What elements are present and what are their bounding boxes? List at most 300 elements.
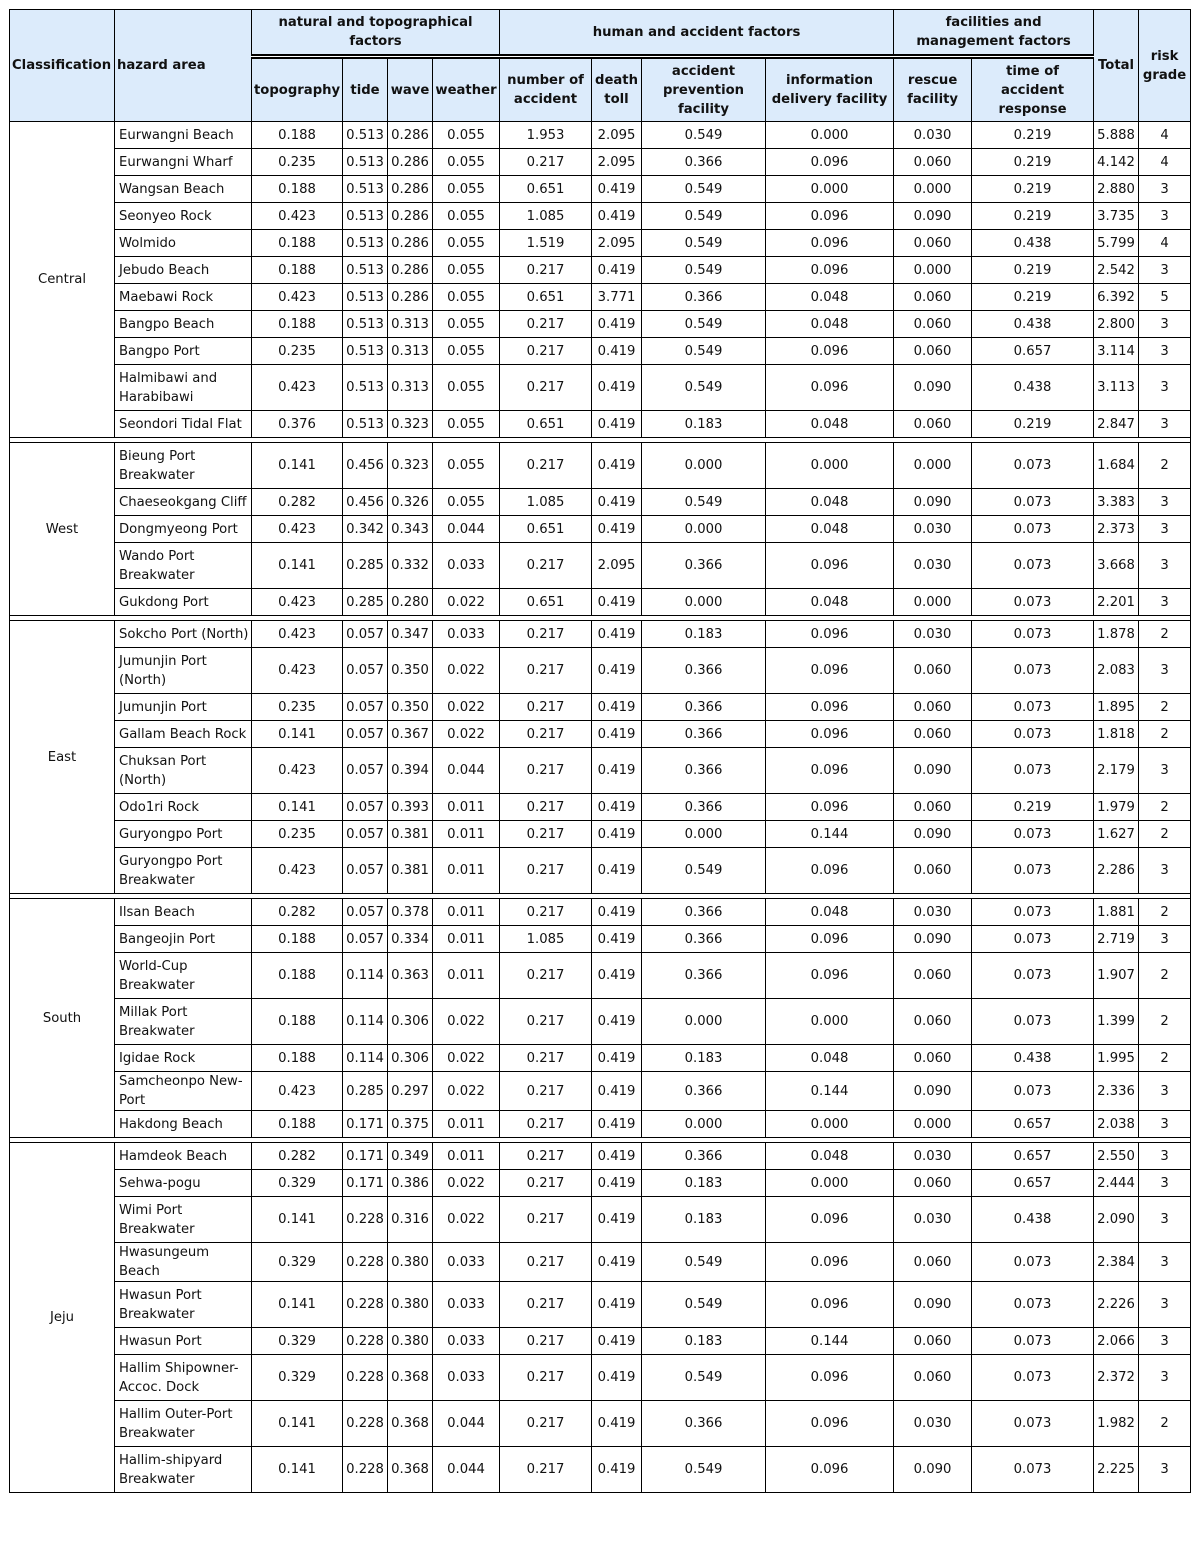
header-group-facilities: facilities and management factors <box>894 10 1094 57</box>
death-toll-cell: 0.419 <box>592 1143 642 1170</box>
accident-prevention-facility-cell: 0.549 <box>642 257 766 284</box>
time-of-accident-response-cell: 0.073 <box>972 1447 1094 1493</box>
topography-cell: 0.235 <box>252 821 343 848</box>
total-cell: 2.179 <box>1094 748 1139 794</box>
number-of-accident-cell: 0.651 <box>500 284 592 311</box>
wave-cell: 0.313 <box>388 338 433 365</box>
weather-cell: 0.033 <box>433 1328 500 1355</box>
weather-cell: 0.022 <box>433 648 500 694</box>
wave-cell: 0.394 <box>388 748 433 794</box>
number-of-accident-cell: 0.651 <box>500 176 592 203</box>
table-row <box>10 1072 1191 1111</box>
time-of-accident-response-cell: 0.073 <box>972 543 1094 589</box>
risk-grade-cell: 3 <box>1139 648 1191 694</box>
death-toll-cell: 2.095 <box>592 149 642 176</box>
number-of-accident-cell: 0.217 <box>500 1401 592 1447</box>
table-row <box>10 230 1191 257</box>
total-cell: 2.083 <box>1094 648 1139 694</box>
tide-cell: 0.228 <box>343 1197 388 1243</box>
wave-cell: 0.286 <box>388 176 433 203</box>
accident-prevention-facility-cell: 0.000 <box>642 516 766 543</box>
hazard-area-cell: Hwasun Port Breakwater <box>115 1282 252 1328</box>
weather-cell: 0.033 <box>433 543 500 589</box>
wave-cell: 0.380 <box>388 1243 433 1282</box>
tide-cell: 0.057 <box>343 821 388 848</box>
number-of-accident-cell: 0.217 <box>500 1282 592 1328</box>
information-delivery-facility-cell: 0.096 <box>766 721 894 748</box>
information-delivery-facility-cell: 0.000 <box>766 122 894 149</box>
hazard-area-cell: Eurwangni Wharf <box>115 149 252 176</box>
time-of-accident-response-cell: 0.657 <box>972 1170 1094 1197</box>
table-row <box>10 821 1191 848</box>
weather-cell: 0.055 <box>433 230 500 257</box>
wave-cell: 0.316 <box>388 1197 433 1243</box>
rescue-facility-cell: 0.060 <box>894 338 972 365</box>
topography-cell: 0.141 <box>252 1401 343 1447</box>
wave-cell: 0.350 <box>388 648 433 694</box>
rescue-facility-cell: 0.060 <box>894 999 972 1045</box>
wave-cell: 0.350 <box>388 694 433 721</box>
hazard-area-cell: Hallim-shipyard Breakwater <box>115 1447 252 1493</box>
weather-cell: 0.055 <box>433 257 500 284</box>
tide-cell: 0.171 <box>343 1111 388 1138</box>
accident-prevention-facility-cell: 0.366 <box>642 694 766 721</box>
total-cell: 6.392 <box>1094 284 1139 311</box>
tide-cell: 0.057 <box>343 621 388 648</box>
time-of-accident-response-cell: 0.073 <box>972 821 1094 848</box>
accident-prevention-facility-cell: 0.366 <box>642 926 766 953</box>
tide-cell: 0.228 <box>343 1243 388 1282</box>
tide-cell: 0.057 <box>343 899 388 926</box>
risk-grade-cell: 5 <box>1139 284 1191 311</box>
rescue-facility-cell: 0.060 <box>894 848 972 894</box>
accident-prevention-facility-cell: 0.549 <box>642 311 766 338</box>
death-toll-cell: 0.419 <box>592 899 642 926</box>
number-of-accident-cell: 0.217 <box>500 311 592 338</box>
wave-cell: 0.375 <box>388 1111 433 1138</box>
hazard-area-cell: Jumunjin Port (North) <box>115 648 252 694</box>
rescue-facility-cell: 0.000 <box>894 589 972 616</box>
death-toll-cell: 0.419 <box>592 311 642 338</box>
risk-grade-cell: 3 <box>1139 257 1191 284</box>
death-toll-cell: 0.419 <box>592 1072 642 1111</box>
hazard-area-cell: Maebawi Rock <box>115 284 252 311</box>
hazard-area-cell: Hakdong Beach <box>115 1111 252 1138</box>
topography-cell: 0.423 <box>252 203 343 230</box>
rescue-facility-cell: 0.060 <box>894 721 972 748</box>
number-of-accident-cell: 1.953 <box>500 122 592 149</box>
rescue-facility-cell: 0.060 <box>894 953 972 999</box>
topography-cell: 0.141 <box>252 721 343 748</box>
wave-cell: 0.313 <box>388 311 433 338</box>
risk-grade-cell: 3 <box>1139 1143 1191 1170</box>
header-total: Total <box>1094 10 1139 122</box>
time-of-accident-response-cell: 0.438 <box>972 230 1094 257</box>
information-delivery-facility-cell: 0.096 <box>766 1282 894 1328</box>
classification-cell: West <box>10 443 115 616</box>
tide-cell: 0.285 <box>343 1072 388 1111</box>
total-cell: 2.800 <box>1094 311 1139 338</box>
number-of-accident-cell: 0.217 <box>500 149 592 176</box>
time-of-accident-response-cell: 0.073 <box>972 748 1094 794</box>
weather-cell: 0.022 <box>433 1072 500 1111</box>
accident-prevention-facility-cell: 0.366 <box>642 899 766 926</box>
death-toll-cell: 0.419 <box>592 257 642 284</box>
time-of-accident-response-cell: 0.073 <box>972 489 1094 516</box>
death-toll-cell: 0.419 <box>592 516 642 543</box>
accident-prevention-facility-cell: 0.549 <box>642 1282 766 1328</box>
accident-prevention-facility-cell: 0.549 <box>642 1355 766 1401</box>
tide-cell: 0.228 <box>343 1355 388 1401</box>
death-toll-cell: 0.419 <box>592 443 642 489</box>
header-risk-grade: risk grade <box>1139 10 1191 122</box>
table-row <box>10 1401 1191 1447</box>
table-row <box>10 848 1191 894</box>
rescue-facility-cell: 0.060 <box>894 1045 972 1072</box>
tide-cell: 0.513 <box>343 338 388 365</box>
time-of-accident-response-cell: 0.073 <box>972 516 1094 543</box>
topography-cell: 0.235 <box>252 694 343 721</box>
tide-cell: 0.513 <box>343 311 388 338</box>
tide-cell: 0.285 <box>343 589 388 616</box>
information-delivery-facility-cell: 0.096 <box>766 848 894 894</box>
table-row <box>10 794 1191 821</box>
total-cell: 2.542 <box>1094 257 1139 284</box>
number-of-accident-cell: 0.217 <box>500 794 592 821</box>
time-of-accident-response-cell: 0.219 <box>972 122 1094 149</box>
weather-cell: 0.022 <box>433 694 500 721</box>
table-row <box>10 284 1191 311</box>
header-death-toll: death toll <box>592 57 642 122</box>
hazard-area-cell: Odo1ri Rock <box>115 794 252 821</box>
header-classification: Classification <box>10 10 115 122</box>
rescue-facility-cell: 0.090 <box>894 203 972 230</box>
number-of-accident-cell: 0.217 <box>500 257 592 284</box>
hazard-area-cell: Gukdong Port <box>115 589 252 616</box>
risk-grade-cell: 3 <box>1139 311 1191 338</box>
topography-cell: 0.282 <box>252 1143 343 1170</box>
risk-grade-cell: 4 <box>1139 230 1191 257</box>
information-delivery-facility-cell: 0.096 <box>766 1447 894 1493</box>
accident-prevention-facility-cell: 0.549 <box>642 1243 766 1282</box>
table-row <box>10 589 1191 616</box>
information-delivery-facility-cell: 0.000 <box>766 1170 894 1197</box>
topography-cell: 0.329 <box>252 1328 343 1355</box>
topography-cell: 0.423 <box>252 516 343 543</box>
rescue-facility-cell: 0.060 <box>894 284 972 311</box>
total-cell: 2.444 <box>1094 1170 1139 1197</box>
tide-cell: 0.228 <box>343 1282 388 1328</box>
accident-prevention-facility-cell: 0.549 <box>642 489 766 516</box>
hazard-area-cell: Bangeojin Port <box>115 926 252 953</box>
weather-cell: 0.033 <box>433 621 500 648</box>
death-toll-cell: 0.419 <box>592 648 642 694</box>
risk-table-container <box>9 9 1190 1493</box>
total-cell: 1.684 <box>1094 443 1139 489</box>
tide-cell: 0.057 <box>343 694 388 721</box>
risk-grade-cell: 3 <box>1139 176 1191 203</box>
rescue-facility-cell: 0.090 <box>894 365 972 411</box>
number-of-accident-cell: 1.519 <box>500 230 592 257</box>
risk-grade-cell: 3 <box>1139 1197 1191 1243</box>
total-cell: 1.982 <box>1094 1401 1139 1447</box>
tide-cell: 0.171 <box>343 1143 388 1170</box>
number-of-accident-cell: 0.651 <box>500 411 592 438</box>
topography-cell: 0.141 <box>252 543 343 589</box>
risk-grade-cell: 3 <box>1139 1355 1191 1401</box>
hazard-area-cell: Igidae Rock <box>115 1045 252 1072</box>
wave-cell: 0.334 <box>388 926 433 953</box>
death-toll-cell: 0.419 <box>592 365 642 411</box>
hazard-area-cell: Halmibawi and Harabibawi <box>115 365 252 411</box>
hazard-area-cell: Hallim Shipowner-Accoc. Dock <box>115 1355 252 1401</box>
time-of-accident-response-cell: 0.073 <box>972 621 1094 648</box>
information-delivery-facility-cell: 0.000 <box>766 443 894 489</box>
rescue-facility-cell: 0.000 <box>894 257 972 284</box>
accident-prevention-facility-cell: 0.000 <box>642 443 766 489</box>
header-topography: topography <box>252 57 343 122</box>
classification-cell: South <box>10 899 115 1138</box>
wave-cell: 0.363 <box>388 953 433 999</box>
topography-cell: 0.188 <box>252 230 343 257</box>
topography-cell: 0.423 <box>252 589 343 616</box>
topography-cell: 0.188 <box>252 176 343 203</box>
topography-cell: 0.376 <box>252 411 343 438</box>
header-group-human: human and accident factors <box>500 10 894 57</box>
risk-grade-cell: 3 <box>1139 203 1191 230</box>
information-delivery-facility-cell: 0.144 <box>766 1328 894 1355</box>
time-of-accident-response-cell: 0.073 <box>972 648 1094 694</box>
hazard-area-cell: Eurwangni Beach <box>115 122 252 149</box>
risk-grade-cell: 3 <box>1139 516 1191 543</box>
table-row <box>10 1355 1191 1401</box>
table-body <box>10 122 1191 1493</box>
number-of-accident-cell: 0.217 <box>500 648 592 694</box>
total-cell: 1.399 <box>1094 999 1139 1045</box>
tide-cell: 0.513 <box>343 257 388 284</box>
wave-cell: 0.280 <box>388 589 433 616</box>
wave-cell: 0.286 <box>388 284 433 311</box>
death-toll-cell: 0.419 <box>592 694 642 721</box>
wave-cell: 0.326 <box>388 489 433 516</box>
rescue-facility-cell: 0.090 <box>894 1072 972 1111</box>
number-of-accident-cell: 0.217 <box>500 899 592 926</box>
risk-grade-cell: 4 <box>1139 122 1191 149</box>
topography-cell: 0.423 <box>252 365 343 411</box>
weather-cell: 0.011 <box>433 794 500 821</box>
death-toll-cell: 0.419 <box>592 999 642 1045</box>
tide-cell: 0.513 <box>343 176 388 203</box>
tide-cell: 0.285 <box>343 543 388 589</box>
weather-cell: 0.044 <box>433 1401 500 1447</box>
information-delivery-facility-cell: 0.096 <box>766 543 894 589</box>
total-cell: 3.383 <box>1094 489 1139 516</box>
risk-grade-cell: 2 <box>1139 999 1191 1045</box>
death-toll-cell: 0.419 <box>592 589 642 616</box>
topography-cell: 0.235 <box>252 338 343 365</box>
rescue-facility-cell: 0.060 <box>894 411 972 438</box>
topography-cell: 0.188 <box>252 257 343 284</box>
weather-cell: 0.022 <box>433 721 500 748</box>
tide-cell: 0.513 <box>343 203 388 230</box>
wave-cell: 0.393 <box>388 794 433 821</box>
accident-prevention-facility-cell: 0.366 <box>642 1143 766 1170</box>
header-time-of-accident-response: time of accident response <box>972 57 1094 122</box>
time-of-accident-response-cell: 0.073 <box>972 926 1094 953</box>
number-of-accident-cell: 0.217 <box>500 1111 592 1138</box>
risk-grade-cell: 3 <box>1139 1282 1191 1328</box>
hazard-area-cell: Wimi Port Breakwater <box>115 1197 252 1243</box>
topography-cell: 0.423 <box>252 648 343 694</box>
wave-cell: 0.380 <box>388 1282 433 1328</box>
risk-grade-cell: 4 <box>1139 149 1191 176</box>
table-row <box>10 176 1191 203</box>
death-toll-cell: 0.419 <box>592 1197 642 1243</box>
table-row <box>10 203 1191 230</box>
wave-cell: 0.368 <box>388 1355 433 1401</box>
accident-prevention-facility-cell: 0.549 <box>642 338 766 365</box>
table-row <box>10 149 1191 176</box>
time-of-accident-response-cell: 0.219 <box>972 203 1094 230</box>
wave-cell: 0.313 <box>388 365 433 411</box>
tide-cell: 0.114 <box>343 953 388 999</box>
time-of-accident-response-cell: 0.219 <box>972 284 1094 311</box>
death-toll-cell: 0.419 <box>592 721 642 748</box>
death-toll-cell: 0.419 <box>592 1401 642 1447</box>
risk-grade-cell: 3 <box>1139 926 1191 953</box>
risk-grade-cell: 3 <box>1139 1447 1191 1493</box>
accident-prevention-facility-cell: 0.000 <box>642 999 766 1045</box>
table-row <box>10 1143 1191 1170</box>
time-of-accident-response-cell: 0.073 <box>972 953 1094 999</box>
number-of-accident-cell: 1.085 <box>500 926 592 953</box>
total-cell: 2.336 <box>1094 1072 1139 1111</box>
information-delivery-facility-cell: 0.096 <box>766 621 894 648</box>
risk-grade-cell: 2 <box>1139 899 1191 926</box>
total-cell: 2.372 <box>1094 1355 1139 1401</box>
topography-cell: 0.141 <box>252 443 343 489</box>
information-delivery-facility-cell: 0.096 <box>766 149 894 176</box>
number-of-accident-cell: 0.217 <box>500 365 592 411</box>
risk-grade-cell: 3 <box>1139 1111 1191 1138</box>
risk-grade-cell: 2 <box>1139 694 1191 721</box>
accident-prevention-facility-cell: 0.366 <box>642 648 766 694</box>
weather-cell: 0.011 <box>433 1111 500 1138</box>
weather-cell: 0.055 <box>433 176 500 203</box>
rescue-facility-cell: 0.090 <box>894 1447 972 1493</box>
number-of-accident-cell: 0.217 <box>500 748 592 794</box>
rescue-facility-cell: 0.030 <box>894 122 972 149</box>
risk-grade-cell: 2 <box>1139 1401 1191 1447</box>
wave-cell: 0.286 <box>388 203 433 230</box>
death-toll-cell: 0.419 <box>592 621 642 648</box>
topography-cell: 0.423 <box>252 1072 343 1111</box>
tide-cell: 0.513 <box>343 230 388 257</box>
rescue-facility-cell: 0.090 <box>894 821 972 848</box>
time-of-accident-response-cell: 0.438 <box>972 311 1094 338</box>
topography-cell: 0.423 <box>252 748 343 794</box>
weather-cell: 0.022 <box>433 1197 500 1243</box>
topography-cell: 0.329 <box>252 1243 343 1282</box>
death-toll-cell: 0.419 <box>592 821 642 848</box>
tide-cell: 0.171 <box>343 1170 388 1197</box>
risk-grade-cell: 3 <box>1139 365 1191 411</box>
information-delivery-facility-cell: 0.096 <box>766 648 894 694</box>
topography-cell: 0.188 <box>252 999 343 1045</box>
number-of-accident-cell: 0.217 <box>500 1045 592 1072</box>
hazard-area-cell: Dongmyeong Port <box>115 516 252 543</box>
table-row <box>10 365 1191 411</box>
table-row <box>10 257 1191 284</box>
topography-cell: 0.423 <box>252 621 343 648</box>
risk-assessment-table <box>9 9 1191 1493</box>
tide-cell: 0.114 <box>343 1045 388 1072</box>
total-cell: 2.550 <box>1094 1143 1139 1170</box>
table-row <box>10 1045 1191 1072</box>
table-row <box>10 1328 1191 1355</box>
information-delivery-facility-cell: 0.096 <box>766 1401 894 1447</box>
death-toll-cell: 0.419 <box>592 1282 642 1328</box>
time-of-accident-response-cell: 0.073 <box>972 1072 1094 1111</box>
information-delivery-facility-cell: 0.048 <box>766 489 894 516</box>
rescue-facility-cell: 0.030 <box>894 621 972 648</box>
topography-cell: 0.329 <box>252 1170 343 1197</box>
information-delivery-facility-cell: 0.048 <box>766 284 894 311</box>
tide-cell: 0.114 <box>343 999 388 1045</box>
risk-grade-cell: 3 <box>1139 748 1191 794</box>
rescue-facility-cell: 0.060 <box>894 1170 972 1197</box>
number-of-accident-cell: 0.217 <box>500 443 592 489</box>
rescue-facility-cell: 0.030 <box>894 1197 972 1243</box>
weather-cell: 0.055 <box>433 311 500 338</box>
death-toll-cell: 0.419 <box>592 1170 642 1197</box>
time-of-accident-response-cell: 0.073 <box>972 1282 1094 1328</box>
tide-cell: 0.057 <box>343 648 388 694</box>
total-cell: 4.142 <box>1094 149 1139 176</box>
total-cell: 1.627 <box>1094 821 1139 848</box>
death-toll-cell: 0.419 <box>592 411 642 438</box>
risk-grade-cell: 3 <box>1139 589 1191 616</box>
tide-cell: 0.057 <box>343 794 388 821</box>
topography-cell: 0.423 <box>252 848 343 894</box>
total-cell: 2.225 <box>1094 1447 1139 1493</box>
tide-cell: 0.513 <box>343 149 388 176</box>
total-cell: 2.719 <box>1094 926 1139 953</box>
number-of-accident-cell: 0.217 <box>500 338 592 365</box>
death-toll-cell: 0.419 <box>592 203 642 230</box>
total-cell: 2.038 <box>1094 1111 1139 1138</box>
table-row <box>10 516 1191 543</box>
number-of-accident-cell: 0.217 <box>500 1355 592 1401</box>
weather-cell: 0.033 <box>433 1282 500 1328</box>
header-number-of-accident: number of accident <box>500 57 592 122</box>
accident-prevention-facility-cell: 0.549 <box>642 176 766 203</box>
topography-cell: 0.141 <box>252 1197 343 1243</box>
time-of-accident-response-cell: 0.073 <box>972 1355 1094 1401</box>
total-cell: 5.888 <box>1094 122 1139 149</box>
header-weather: weather <box>433 57 500 122</box>
death-toll-cell: 0.419 <box>592 1045 642 1072</box>
hazard-area-cell: Jumunjin Port <box>115 694 252 721</box>
rescue-facility-cell: 0.060 <box>894 794 972 821</box>
total-cell: 1.818 <box>1094 721 1139 748</box>
hazard-area-cell: Chaeseokgang Cliff <box>115 489 252 516</box>
hazard-area-cell: Wando Port Breakwater <box>115 543 252 589</box>
topography-cell: 0.188 <box>252 953 343 999</box>
number-of-accident-cell: 0.651 <box>500 589 592 616</box>
total-cell: 2.066 <box>1094 1328 1139 1355</box>
death-toll-cell: 0.419 <box>592 926 642 953</box>
